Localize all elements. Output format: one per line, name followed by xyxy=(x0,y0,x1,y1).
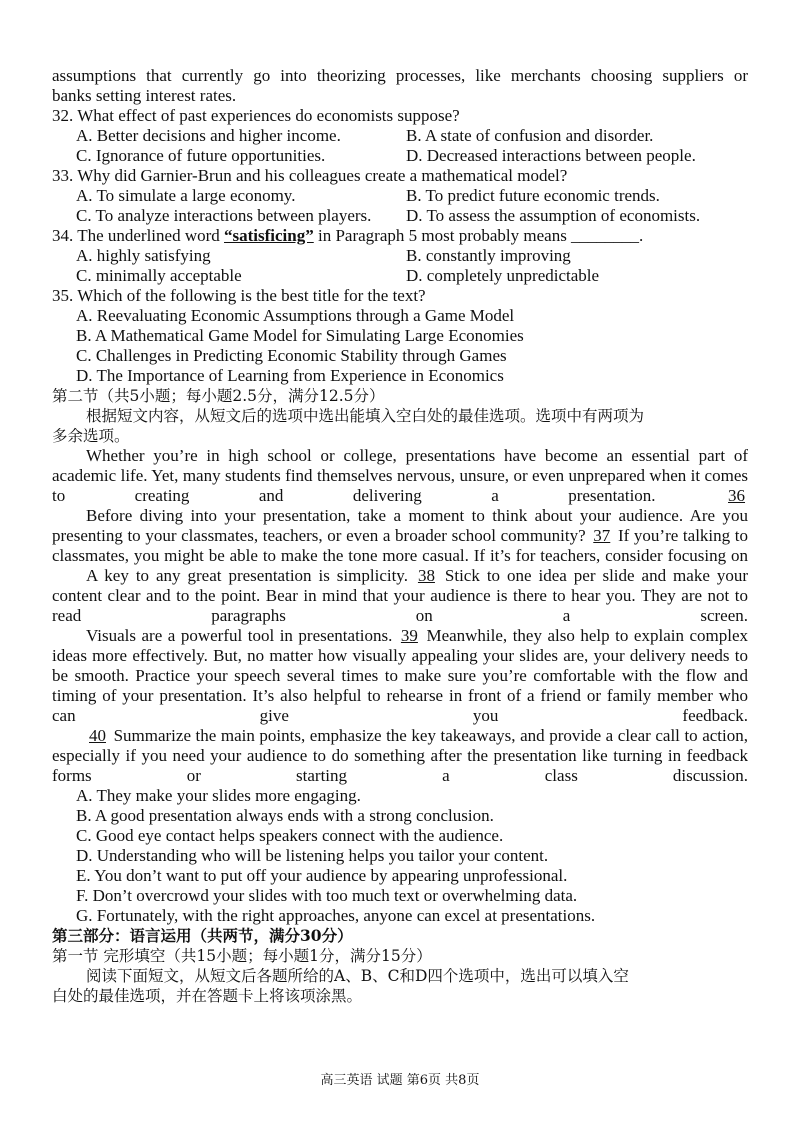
choice-e: E. You don’t want to put off your audience by appearing unprofessional. xyxy=(76,866,568,885)
paragraph-5: 40 Summarize the main points, emphasize the key takeaways, and provide a clear call to action, especially if you need your audience to do something after the presentation like turning in feedback forms or starting a class discussion. xyxy=(52,726,748,785)
stem-suffix: in Paragraph 5 most probably means ________. xyxy=(313,226,644,245)
question-32-stem: 32. What effect of past experiences do economists suppose? xyxy=(52,106,460,125)
option-b: B. To predict future economic trends. xyxy=(406,186,660,205)
section-instruction: 多余选项。 xyxy=(52,427,130,445)
question-33-options-row xyxy=(52,206,748,226)
choice-c: C. Good eye contact helps speakers connect with the audience. xyxy=(76,826,504,845)
section-instruction: 阅读下面短文，从短文后各题所给的A、B、C和D四个选项中，选出可以填入空 xyxy=(86,967,629,985)
question-34-stem xyxy=(52,226,748,246)
option-a: A. Better decisions and higher income. xyxy=(76,126,341,145)
section-instruction: 根据短文内容，从短文后的选项中选出能填入空白处的最佳选项。选项中有两项为 xyxy=(86,407,645,425)
option-d: D. completely unpredictable xyxy=(406,266,600,285)
choice-a: A. They make your slides more engaging. xyxy=(76,786,361,805)
stem-prefix: 34. The underlined word xyxy=(52,226,225,245)
section-heading: 第一节 完形填空（共15小题；每小题1分，满分15分） xyxy=(52,947,432,965)
question-32-options-row xyxy=(52,126,748,146)
option-b: B. A Mathematical Game Model for Simulating Large Economies xyxy=(76,326,524,345)
option-c: C. To analyze interactions between players. xyxy=(76,206,372,225)
choice-g: G. Fortunately, with the right approaches, anyone can excel at presentations. xyxy=(76,906,596,925)
option-a: A. To simulate a large economy. xyxy=(76,186,296,205)
choice-f: F. Don’t overcrowd your slides with too much text or overwhelming data. xyxy=(76,886,578,905)
page-content xyxy=(52,66,748,1006)
blank-40: 40 xyxy=(89,726,106,745)
choice-b: B. A good presentation always ends with a strong conclusion. xyxy=(76,806,494,825)
option-b: B. constantly improving xyxy=(406,246,571,265)
page-footer: 高三英语 试题 第6页 共8页 xyxy=(320,1073,480,1088)
paragraph-3: A key to any great presentation is simplicity. 38 Stick to one idea per slide and make your content clear and to the point. Bear in mind that your audience is there to hear you. They are not to read paragraphs on a screen. xyxy=(52,566,748,625)
paragraph-4: Visuals are a powerful tool in presentations. 39 Meanwhile, they also help to explain complex ideas more effectively. But, no matter how visually appealing your slides are, your delivery needs to be smooth. Practice your speech several times to make sure you’re comfortable with the flow and timing of your presentation. It’s also helpful to rehearse in front of a friend or family member who can give you feedback. xyxy=(52,626,748,725)
option-a: A. Reevaluating Economic Assumptions through a Game Model xyxy=(76,306,515,325)
underlined-word: “satisficing” xyxy=(224,226,314,245)
blank-38: 38 xyxy=(417,566,435,585)
question-34-options-row xyxy=(52,246,748,266)
option-b: B. A state of confusion and disorder. xyxy=(406,126,654,145)
option-c: C. Challenges in Predicting Economic Stability through Games xyxy=(76,346,507,365)
paragraph-2: Before diving into your presentation, take a moment to think about your audience. Are you presenting to your classmates, teachers, or even a broader school community? 37 If you’re talking to classmates, you might be able to make the tone more casual. If it’s for teachers, consider focusing on xyxy=(52,506,748,565)
option-c: C. minimally acceptable xyxy=(76,266,242,285)
option-d: D. The Importance of Learning from Experience in Economics xyxy=(76,366,504,385)
paragraph-1: Whether you’re in high school or college, presentations have become an essential part of academic life. Yet, many students find themselves nervous, unsure, or even unprepared when it comes to creating and delivering a presentation. 36 xyxy=(52,446,748,505)
question-33-stem: 33. Why did Garnier-Brun and his colleagues create a mathematical model? xyxy=(52,166,568,185)
choice-d: D. Understanding who will be listening helps you tailor your content. xyxy=(76,846,549,865)
part-heading: 第三部分：语言运用（共两节，满分30分） xyxy=(52,926,353,945)
passage-tail-line: assumptions that currently go into theorizing processes, like merchants choosing suppliers or xyxy=(52,66,748,85)
blank-36: 36 xyxy=(728,486,746,505)
question-35-stem: 35. Which of the following is the best title for the text? xyxy=(52,286,426,305)
option-c: C. Ignorance of future opportunities. xyxy=(76,146,326,165)
passage-tail-line: banks setting interest rates. xyxy=(52,86,237,105)
blank-39: 39 xyxy=(400,626,418,645)
blank-37: 37 xyxy=(593,526,611,545)
section-heading: 第二节（共5小题；每小题2.5分，满分12.5分） xyxy=(52,387,385,405)
question-34-options-row xyxy=(52,266,748,286)
option-d: D. Decreased interactions between people. xyxy=(406,146,696,165)
option-a: A. highly satisfying xyxy=(76,246,211,265)
option-d: D. To assess the assumption of economists. xyxy=(406,206,701,225)
question-33-options-row xyxy=(52,186,748,206)
question-32-options-row xyxy=(52,146,748,166)
section-instruction: 白处的最佳选项，并在答题卡上将该项涂黑。 xyxy=(52,987,363,1005)
